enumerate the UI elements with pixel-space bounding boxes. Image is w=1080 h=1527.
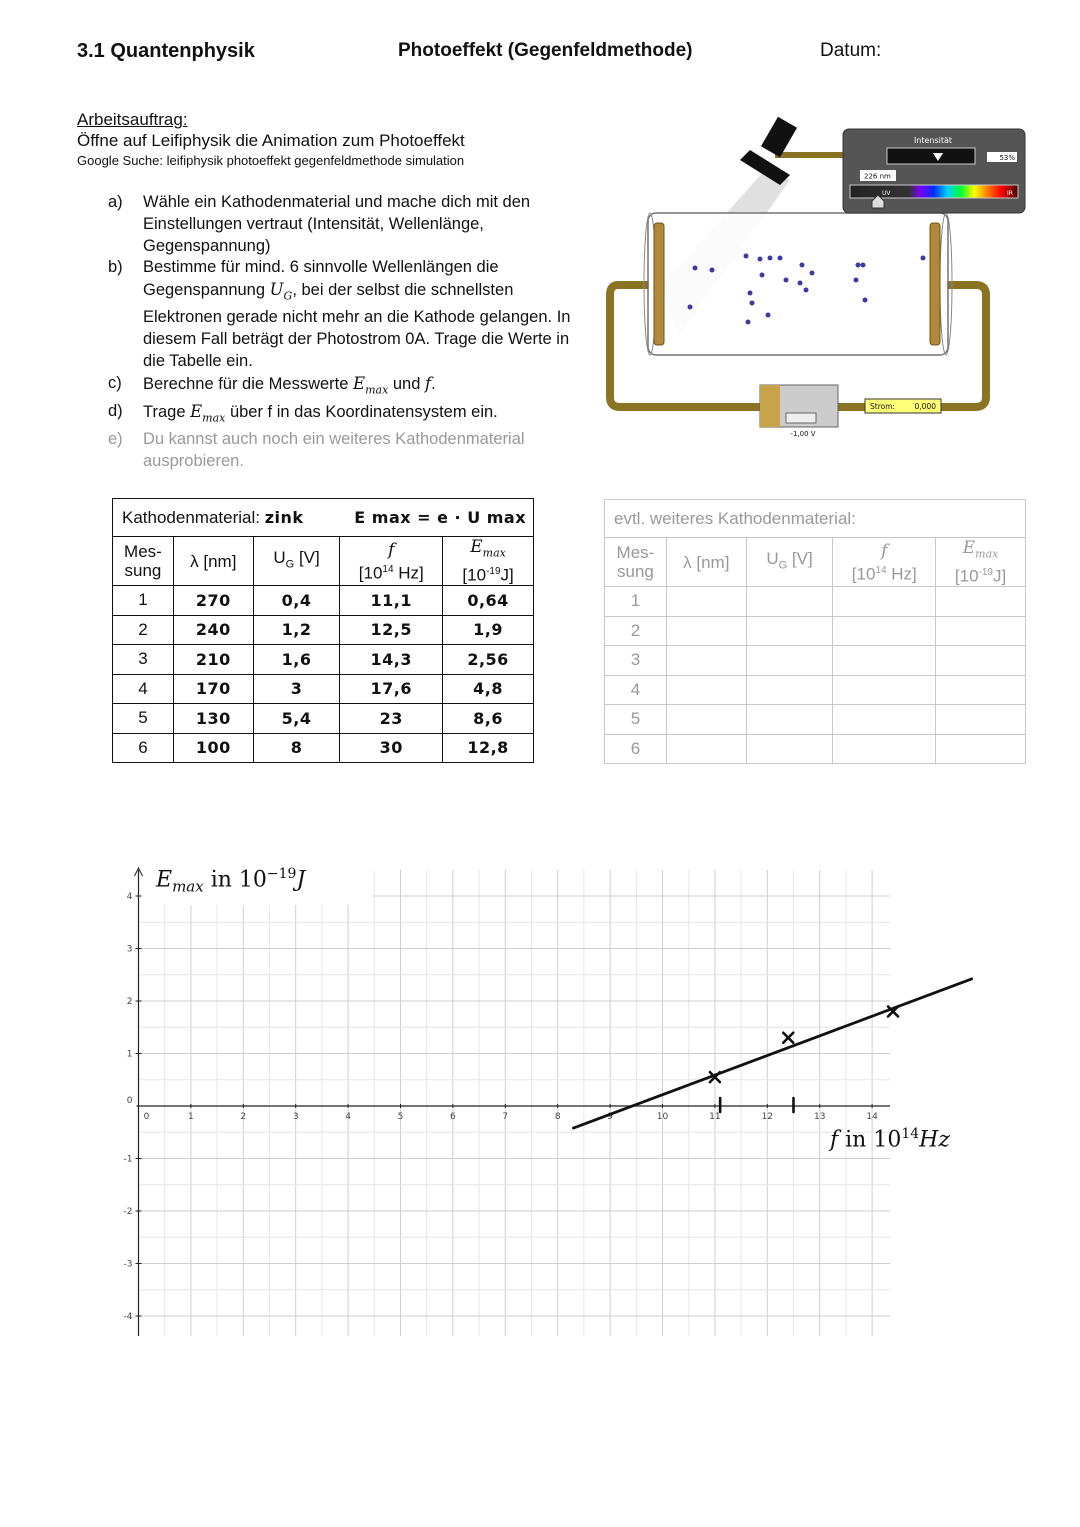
cell-emax: 4,8: [443, 674, 534, 704]
cell-lambda: 100: [173, 733, 253, 763]
ir-label: IR: [1007, 190, 1013, 197]
row-number: 6: [605, 734, 667, 764]
row-number: 6: [113, 733, 174, 763]
cell-f: 12,5: [340, 615, 443, 645]
row-number: 2: [605, 616, 667, 646]
task-title: Arbeitsauftrag:: [77, 110, 188, 129]
col-header-lambda: λ [nm]: [666, 538, 746, 587]
col-header-ug: $U_G$ [V]: [253, 537, 340, 586]
y-tick-label: 1: [126, 1049, 133, 1060]
y-tick-label: 4: [126, 892, 133, 902]
row-number: 5: [113, 704, 174, 734]
y-tick-label: -4: [123, 1312, 133, 1322]
step-label: e): [108, 429, 123, 448]
cell-f: 11,1: [340, 586, 443, 616]
col-header-emax: $E_{max}$ $[10^{-19}J]$: [936, 538, 1026, 587]
google-hint: Google Suche: leifiphysik photoeffekt gegenfeldmethode simulation: [77, 153, 465, 168]
x-tick-label: 4: [345, 1112, 351, 1122]
cell-lambda: 240: [173, 615, 253, 645]
intensity-value: 53%: [999, 154, 1015, 162]
row-number: 1: [605, 587, 667, 617]
table-caption: evtl. weiteres Kathodenmaterial:: [605, 500, 1026, 538]
current-label: Strom:: [870, 402, 896, 411]
x-tick-label: 7: [502, 1112, 509, 1122]
cell-emax: 0,64: [443, 586, 534, 616]
x-axis-label: f in $10^{14}Hz$: [830, 1126, 950, 1153]
row-number: 3: [113, 645, 174, 675]
step-text: Bestimme für mind. 6 sinnvolle Wellenlängen die Gegenspannung $U_G$, bei der selbst die schnellsten Elektronen gerade nicht mehr an die Kathode gelangen. In diesem Fall beträgt der Photostrom 0A. Trage die Werte in die Tabelle ein.: [143, 258, 571, 370]
y-tick-label: 3: [126, 944, 133, 955]
cell-ug: 3: [253, 674, 340, 704]
cell-f: 17,6: [340, 674, 443, 704]
x-tick-label: 6: [450, 1112, 456, 1122]
x-tick-label: 1: [188, 1112, 194, 1122]
col-header-ug: $U_G$ [V]: [746, 538, 833, 587]
col-header-f: f [$10^{14}$ Hz]: [340, 537, 443, 586]
step-label: d): [108, 401, 123, 420]
y-tick-label: -3: [123, 1259, 133, 1270]
x-tick-label: 11: [709, 1112, 721, 1122]
cell-emax: 12,8: [443, 733, 534, 763]
step-label: b): [108, 258, 123, 277]
row-number: 1: [113, 586, 174, 616]
row-number: 5: [605, 705, 667, 735]
x-tick-label: 3: [292, 1112, 299, 1122]
step-text: Trage $E_{max}$ über f in das Koordinatensystem ein.: [143, 401, 498, 425]
table-caption: Kathodenmaterial: zink E max = e · U max: [113, 499, 534, 537]
y-tick-label: 2: [126, 997, 133, 1007]
cell-emax: 8,6: [443, 704, 534, 734]
x-tick-label: 14: [866, 1112, 878, 1122]
cell-emax: 1,9: [443, 615, 534, 645]
intensity-label: Intensität: [913, 136, 953, 145]
x-tick-label: 12: [761, 1112, 774, 1122]
col-header-lambda: λ [nm]: [173, 537, 253, 586]
col-header-f: f [$10^{14}$ Hz]: [833, 538, 936, 587]
cell-f: 30: [340, 733, 443, 763]
x-tick-label: 13: [813, 1112, 826, 1122]
topic-title: Photoeffekt (Gegenfeldmethode): [398, 40, 693, 61]
cell-ug: 1,6: [253, 645, 340, 675]
cell-lambda: 210: [173, 645, 253, 675]
x-tick-label: 8: [554, 1112, 561, 1122]
voltage-readout: -1,00 V: [790, 430, 816, 438]
step-text: Wähle ein Kathodenmaterial und mache dich mit den Einstellungen vertraut (Intensität, Wellenlänge, Gegenspannung): [143, 193, 531, 255]
cell-f: 14,3: [340, 645, 443, 675]
date-label: Datum:: [820, 40, 882, 61]
row-number: 3: [605, 646, 667, 676]
y-axis-label: $E_{max}$ in $10^{-19}J$: [156, 866, 306, 896]
x-tick-label: 0: [143, 1112, 150, 1122]
task-intro: Öffne auf Leifiphysik die Animation zum Photoeffekt: [77, 131, 465, 150]
wavelength-readout: 226 nm: [864, 172, 891, 181]
material-value: zink: [264, 507, 304, 527]
col-header-emax: $E_{max}$ $[10^{-19}J]$: [443, 537, 534, 586]
cell-ug: 1,2: [253, 615, 340, 645]
cell-f: 23: [340, 704, 443, 734]
cell-lambda: 130: [173, 704, 253, 734]
x-tick-label: 2: [240, 1112, 247, 1122]
chapter-title: 3.1 Quantenphysik: [77, 40, 255, 62]
col-header-messung: Mes- sung: [605, 538, 667, 587]
x-tick-label: 9: [607, 1112, 613, 1122]
formula-note: E max = e · U max: [354, 507, 527, 527]
step-label: c): [108, 373, 122, 392]
step-text: Berechne für die Messwerte $E_{max}$ und f.: [143, 373, 436, 396]
cell-ug: 5,4: [253, 704, 340, 734]
uv-label: UV: [882, 190, 891, 197]
col-header-messung: Mes- sung: [113, 537, 174, 586]
y-tick-label: 0: [126, 1096, 133, 1106]
data-point-cross: [783, 1033, 793, 1043]
row-number: 4: [605, 675, 667, 705]
x-tick-label: 5: [397, 1112, 404, 1122]
step-text: Du kannst auch noch ein weiteres Kathodenmaterial ausprobieren.: [143, 429, 525, 470]
current-value: 0,000: [914, 402, 936, 411]
cell-ug: 0,4: [253, 586, 340, 616]
cell-emax: 2,56: [443, 645, 534, 675]
cell-lambda: 170: [173, 674, 253, 704]
row-number: 2: [113, 615, 174, 645]
step-label: a): [108, 193, 123, 211]
cell-lambda: 270: [173, 586, 253, 616]
row-number: 4: [113, 674, 174, 704]
y-tick-label: -2: [123, 1207, 133, 1217]
cell-ug: 8: [253, 733, 340, 763]
x-tick-label: 10: [656, 1112, 669, 1122]
y-tick-label: -1: [123, 1154, 133, 1165]
